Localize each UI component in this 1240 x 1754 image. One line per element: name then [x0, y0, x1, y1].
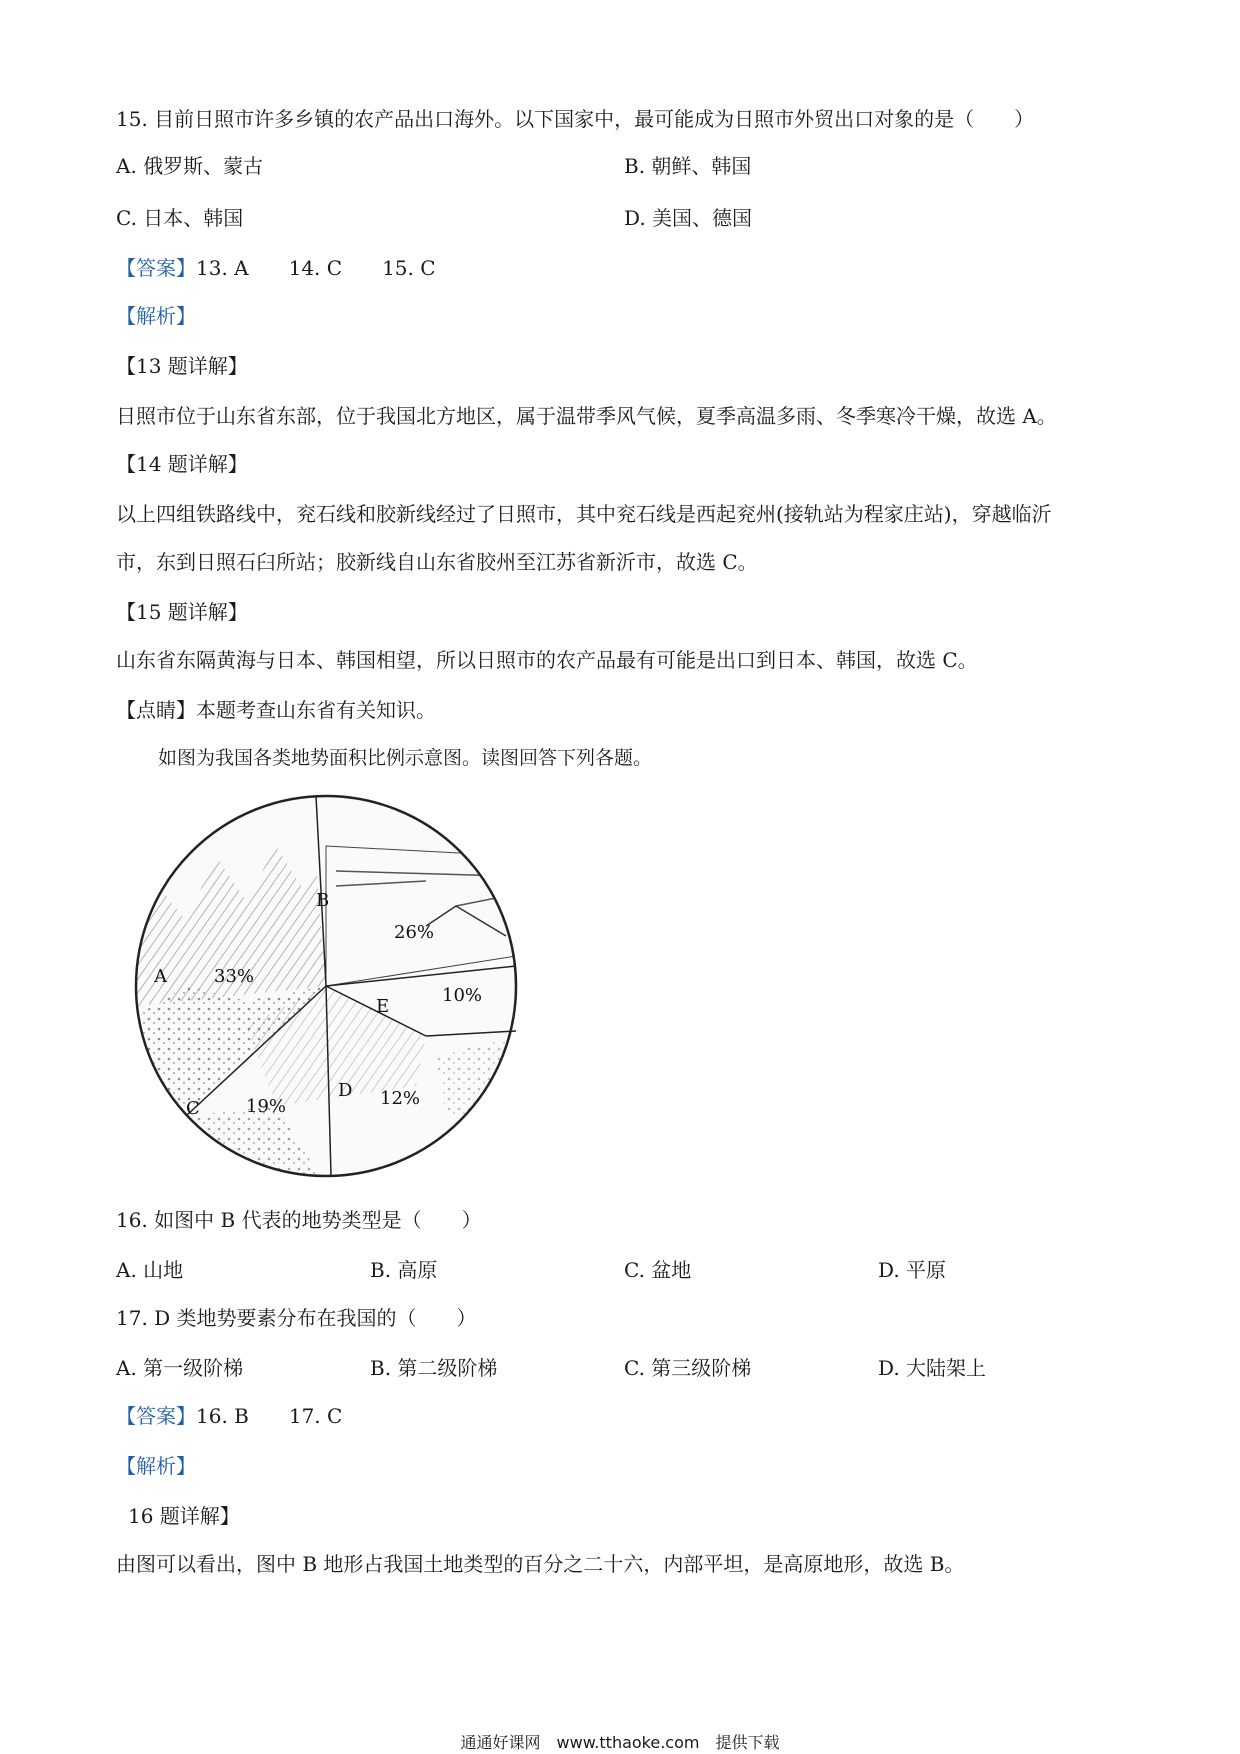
q16-option-b: B. 高原	[370, 1258, 438, 1282]
pie-value-e: 10%	[442, 985, 483, 1006]
q16-option-d: D. 平原	[878, 1258, 947, 1282]
detail-15-title: 【15 题详解】	[116, 600, 248, 624]
pie-label-a: A	[154, 966, 167, 987]
q15-option-a: A. 俄罗斯、蒙古	[116, 154, 264, 178]
detail-14-body-1: 以上四组铁路线中，兖石线和胶新线经过了日照市，其中兖石线是西起兖州(接轨站为程家庄站)，穿越临沂	[116, 502, 1052, 526]
q17-stem: 17. D 类地势要素分布在我国的（ ）	[116, 1306, 477, 1330]
pie-value-c: 19%	[246, 1096, 287, 1117]
pie-label-c: C	[186, 1098, 200, 1119]
detail-13-title: 【13 题详解】	[116, 354, 248, 378]
pie-value-d: 12%	[380, 1088, 421, 1109]
page-footer: 通通好课网 www.tthaoke.com 提供下载	[460, 1733, 780, 1752]
detail-13-body: 日照市位于山东省东部，位于我国北方地区，属于温带季风气候，夏季高温多雨、冬季寒冷干燥，故选 A。	[116, 404, 1057, 428]
dianjing-note: 【点睛】本题考查山东省有关知识。	[116, 698, 436, 722]
answer-line-1	[116, 254, 436, 282]
analysis-tag-1: 【解析】	[116, 304, 196, 328]
q15-option-d: D. 美国、德国	[624, 206, 753, 230]
pie-value-a: 33%	[214, 966, 255, 987]
pie-value-b: 26%	[394, 922, 435, 943]
answer-text-2: 16. B 17. C	[196, 1404, 343, 1428]
terrain-pie-chart	[126, 786, 526, 1186]
q15-option-b: B. 朝鲜、韩国	[624, 154, 752, 178]
q17-option-c: C. 第三级阶梯	[624, 1356, 752, 1380]
q17-option-b: B. 第二级阶梯	[370, 1356, 498, 1380]
q16-stem: 16. 如图中 B 代表的地势类型是（ ）	[116, 1208, 482, 1232]
pie-label-b: B	[316, 890, 330, 911]
pie-label-d: D	[338, 1080, 353, 1101]
q17-option-d: D. 大陆架上	[878, 1356, 987, 1380]
pie-label-e: E	[376, 996, 390, 1017]
q16-option-c: C. 盆地	[624, 1258, 692, 1282]
detail-14-body-2: 市，东到日照石臼所站；胶新线自山东省胶州至江苏省新沂市，故选 C。	[116, 550, 758, 574]
detail-14-title: 【14 题详解】	[116, 452, 248, 476]
q15-option-c: C. 日本、韩国	[116, 206, 244, 230]
detail-15-body: 山东省东隔黄海与日本、韩国相望，所以日照市的农产品最有可能是出口到日本、韩国，故选 C。	[116, 648, 978, 672]
analysis-tag-2: 【解析】	[116, 1454, 196, 1478]
figure-intro: 如图为我国各类地势面积比例示意图。读图回答下列各题。	[158, 747, 653, 769]
answer-tag: 【答案】	[116, 256, 196, 280]
q17-option-a: A. 第一级阶梯	[116, 1356, 244, 1380]
q15-stem: 15. 目前日照市许多乡镇的农产品出口海外。以下国家中，最可能成为日照市外贸出口对象的是（ ）	[116, 107, 1035, 131]
answer-tag-2: 【答案】	[116, 1404, 196, 1428]
detail-16-body: 由图可以看出，图中 B 地形占我国土地类型的百分之二十六，内部平坦，是高原地形，故选 B。	[116, 1552, 965, 1576]
answer-text: 13. A 14. C 15. C	[196, 256, 436, 280]
detail-16-title: 16 题详解】	[128, 1504, 240, 1528]
q16-option-a: A. 山地	[116, 1258, 184, 1282]
answer-line-2	[116, 1402, 342, 1430]
